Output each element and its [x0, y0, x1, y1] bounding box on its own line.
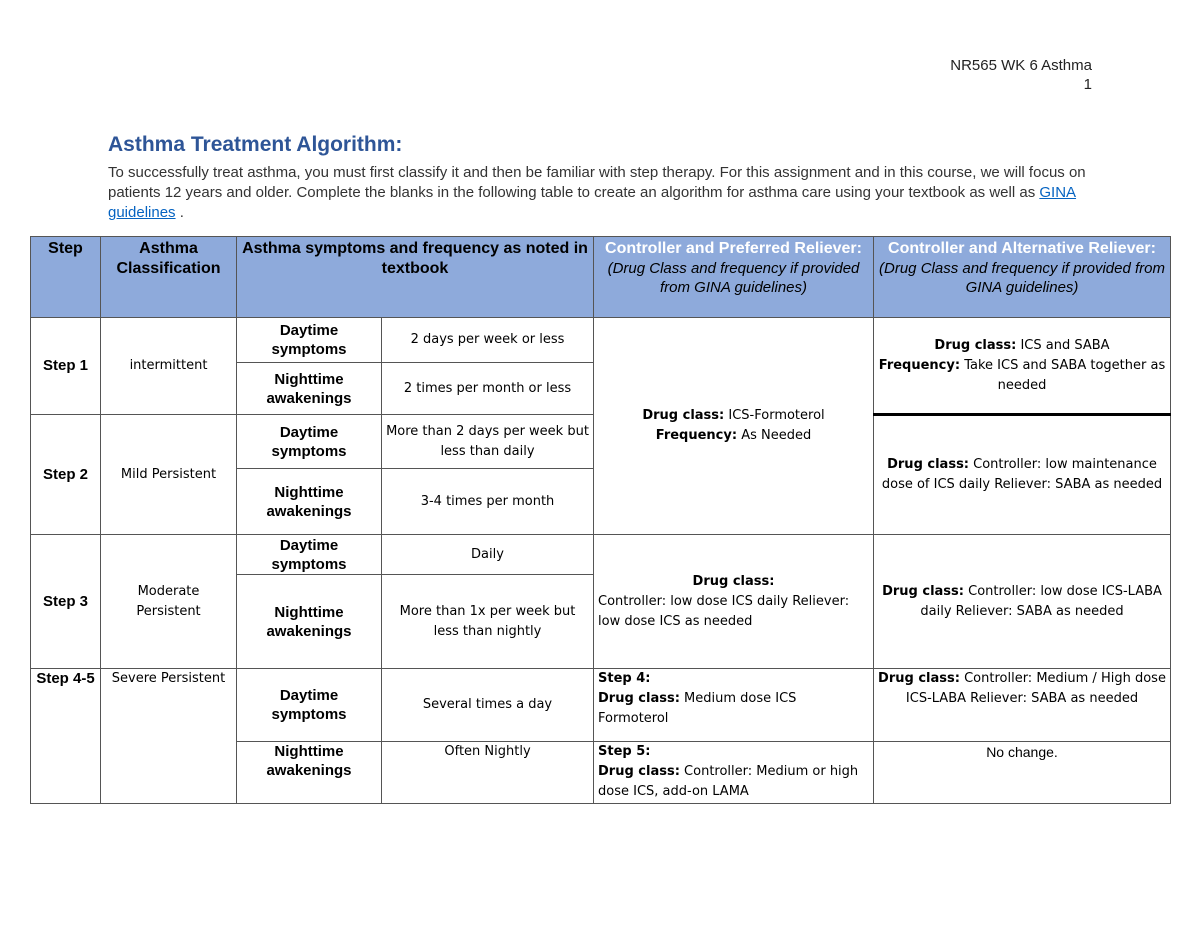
- drug-class-label: Drug class:: [692, 573, 775, 589]
- header-alternative-sub: (Drug Class and frequency if provided from GINA guidelines): [879, 260, 1165, 296]
- course-code: NR565 WK 6 Asthma: [950, 57, 1092, 74]
- daytime-label: Daytime symptoms: [237, 535, 382, 575]
- asthma-algorithm-table: [30, 236, 1171, 804]
- intro-text: To successfully treat asthma, you must first classify it and then be familiar with step therapy. For this assignment and in this course, we will focus on patients 12 years and older. Complete the blanks in the following table to create an algorithm for asthma care using your textbook as well as: [108, 164, 1086, 201]
- step-5-preferred: [594, 742, 874, 804]
- step-3-daytime: Daily: [382, 535, 594, 575]
- table-row: [31, 535, 1171, 575]
- header-preferred-sub: (Drug Class and frequency if provided from GINA guidelines): [607, 260, 860, 296]
- page-number: 1: [1083, 76, 1092, 93]
- step-4-5-daytime: Several times a day: [382, 669, 594, 742]
- step-1-nighttime: 2 times per month or less: [382, 363, 594, 415]
- nighttime-label: Nighttime awakenings: [237, 742, 382, 804]
- header-alternative-title: Controller and Alternative Reliever:: [888, 240, 1156, 257]
- step-3-preferred: [594, 535, 874, 669]
- step-2-classification: Mild Persistent: [101, 415, 237, 535]
- step-4-preferred: [594, 669, 874, 742]
- step-1-alt-drug: ICS and SABA: [1020, 337, 1110, 353]
- step-5-alternative: No change.: [874, 742, 1171, 804]
- frequency-label: Frequency:: [655, 428, 738, 443]
- daytime-label: Daytime symptoms: [237, 318, 382, 363]
- step-1-daytime: 2 days per week or less: [382, 318, 594, 363]
- step-1-alternative: [874, 318, 1171, 415]
- step-5-label: Step 5:: [598, 744, 651, 759]
- step-1-label: Step 1: [31, 318, 101, 415]
- step-3-alt-drug: Controller: low dose ICS-LABA daily Reliever: SABA as needed: [920, 583, 1162, 619]
- drug-class-label: Drug class:: [882, 583, 964, 599]
- header-preferred: [594, 237, 874, 318]
- step-2-daytime: More than 2 days per week but less than daily: [382, 415, 594, 469]
- frequency-label: Frequency:: [878, 357, 961, 373]
- drug-class-label: Drug class:: [878, 671, 960, 686]
- step-4-5-label: Step 4-5: [31, 669, 101, 804]
- drug-class-label: Drug class:: [598, 691, 680, 706]
- header-row: [31, 237, 1171, 318]
- step-1-preferred-frequency: As Needed: [741, 428, 812, 443]
- daytime-label: Daytime symptoms: [237, 669, 382, 742]
- step-5-drug: Controller: Medium or high dose ICS, add-on LAMA: [598, 764, 859, 799]
- step-3-preferred-drug: Controller: low dose ICS daily Reliever: low dose ICS as needed: [598, 593, 850, 629]
- page-title: Asthma Treatment Algorithm:: [108, 133, 403, 156]
- drug-class-label: Drug class:: [642, 408, 725, 423]
- header-step: Step: [31, 237, 101, 318]
- step-2-alternative: [874, 415, 1171, 535]
- header-alternative: [874, 237, 1171, 318]
- nighttime-label: Nighttime awakenings: [237, 469, 382, 535]
- step-4-5-alternative: [874, 669, 1171, 742]
- step-1-preferred-drug: ICS-Formoterol: [728, 408, 825, 423]
- step-3-nighttime: More than 1x per week but less than nightly: [382, 575, 594, 669]
- step-1-classification: intermittent: [101, 318, 237, 415]
- step-4-5-nighttime: Often Nightly: [382, 742, 594, 804]
- table-row: [31, 318, 1171, 363]
- step-3-label: Step 3: [31, 535, 101, 669]
- step-4-label: Step 4:: [598, 671, 651, 686]
- running-head: [950, 56, 1092, 94]
- header-preferred-title: Controller and Preferred Reliever:: [605, 240, 862, 257]
- step-3-classification: Moderate Persistent: [101, 535, 237, 669]
- step-1-2-preferred: [594, 318, 874, 535]
- drug-class-label: Drug class:: [598, 764, 680, 779]
- step-2-alt-drug: Controller: low maintenance dose of ICS daily Reliever: SABA as needed: [881, 457, 1163, 492]
- intro-paragraph: [108, 163, 1098, 223]
- step-4-5-classification: Severe Persistent: [101, 669, 237, 804]
- drug-class-label: Drug class:: [934, 337, 1017, 353]
- nighttime-label: Nighttime awakenings: [237, 363, 382, 415]
- header-classification: Asthma Classification: [101, 237, 237, 318]
- nighttime-label: Nighttime awakenings: [237, 575, 382, 669]
- header-symptoms: Asthma symptoms and frequency as noted in textbook: [237, 237, 594, 318]
- step-2-nighttime: 3-4 times per month: [382, 469, 594, 535]
- step-4-drug: Medium dose ICS Formoterol: [598, 691, 797, 726]
- step-4-5-alt-drug: Controller: Medium / High dose ICS-LABA Reliever: SABA as needed: [905, 671, 1166, 706]
- drug-class-label: Drug class:: [887, 457, 970, 472]
- step-1-alt-frequency: Take ICS and SABA together as needed: [964, 357, 1166, 393]
- table-row: [31, 669, 1171, 742]
- step-3-alternative: [874, 535, 1171, 669]
- gina-guidelines-link[interactable]: GINA guidelines: [108, 184, 1077, 221]
- intro-end: .: [175, 204, 184, 221]
- step-2-label: Step 2: [31, 415, 101, 535]
- daytime-label: Daytime symptoms: [237, 415, 382, 469]
